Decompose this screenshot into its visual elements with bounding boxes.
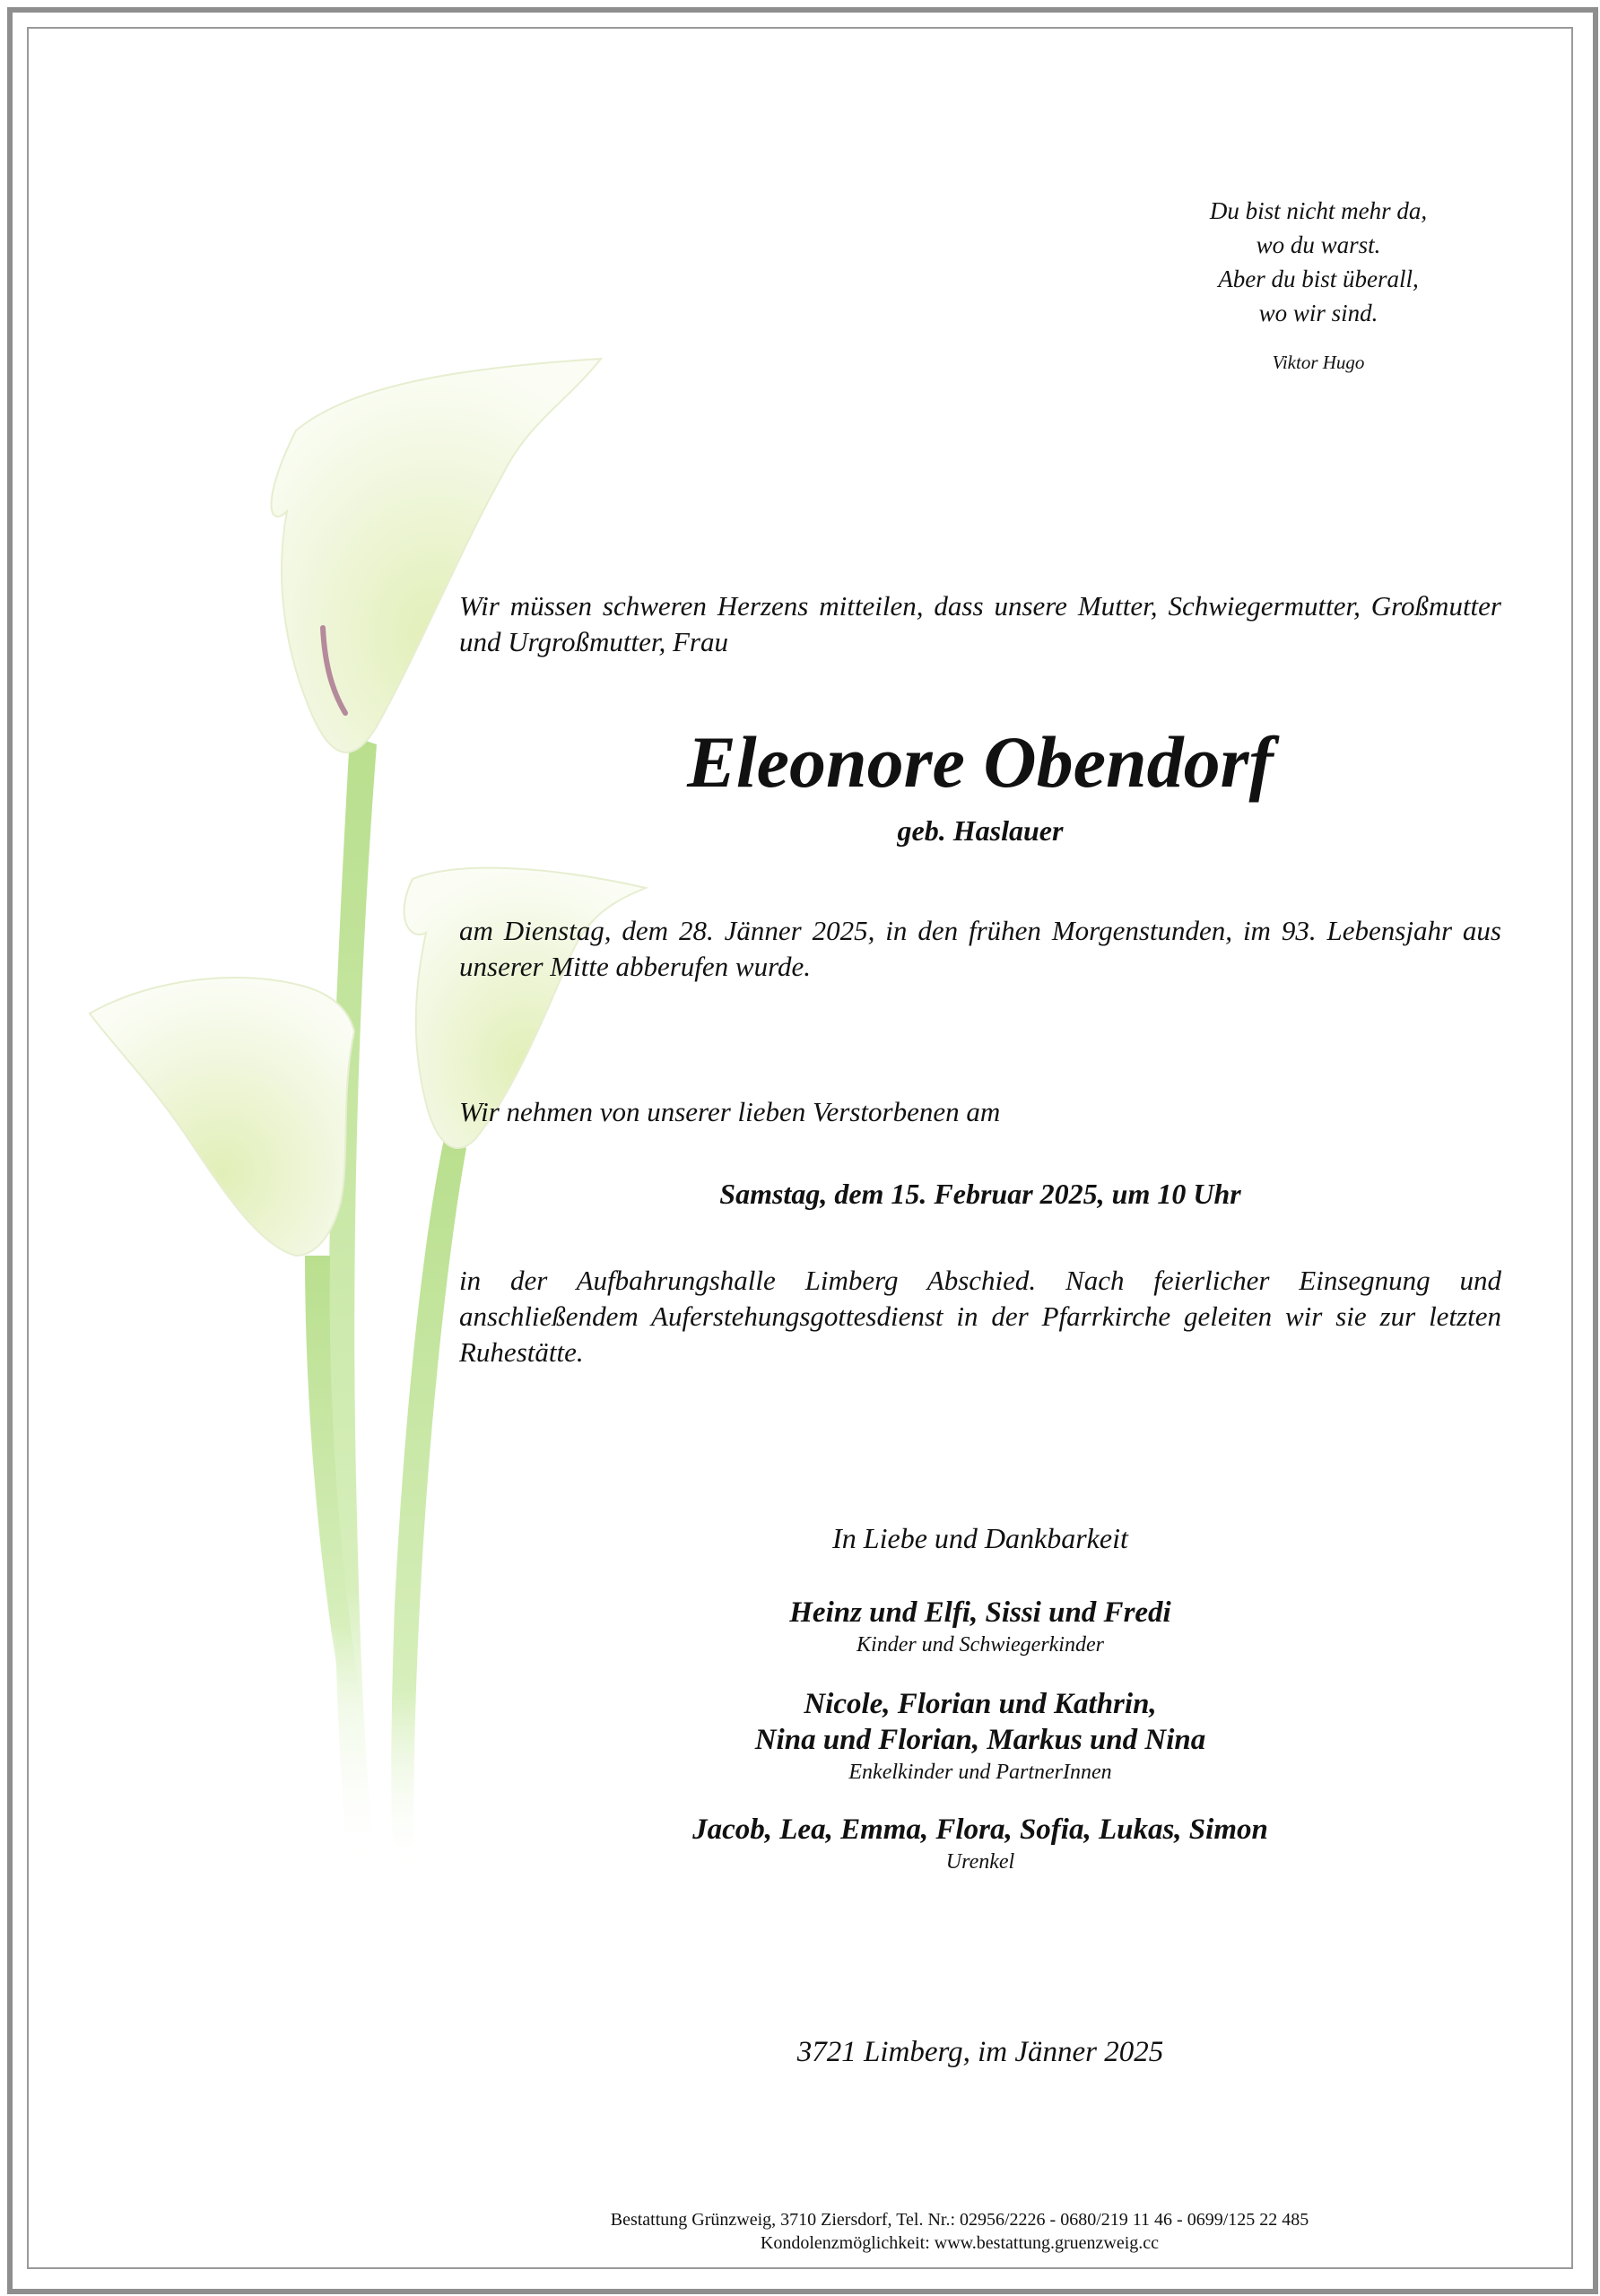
deceased-name: Eleonore Obendorf <box>687 721 1274 803</box>
children-role: Kinder und Schwiegerkinder <box>857 1633 1104 1657</box>
intro-text: Wir müssen schweren Herzens mitteilen, dass unsere Mutter, Schwiegermutter, Großmutter und Urgroßmutter, Frau <box>459 590 1501 657</box>
footer <box>359 2208 1561 2255</box>
quote <box>1103 194 1534 330</box>
footer-condolence-link[interactable]: Kondolenzmöglichkeit: www.bestattung.gruenzweig.cc <box>760 2233 1160 2253</box>
family-group-great-grandchildren <box>459 1812 1501 1876</box>
grandchildren-names: Nina und Florian, Markus und Nina <box>754 1724 1206 1756</box>
grandchildren-role: Enkelkinder und PartnerInnen <box>848 1761 1112 1784</box>
children-names: Heinz und Elfi, Sissi und Fredi <box>789 1596 1171 1629</box>
stem-right <box>391 1139 466 1874</box>
family-group-children <box>459 1595 1501 1659</box>
great-grandchildren-role: Urenkel <box>945 1850 1015 1874</box>
quote-author: Viktor Hugo <box>1272 352 1365 373</box>
quote-line: wo du warst. <box>1256 231 1381 258</box>
maiden-name: geb. Haslauer <box>897 814 1064 847</box>
quote-line: wo wir sind. <box>1258 300 1378 326</box>
closing-phrase: In Liebe und Dankbarkeit <box>832 1522 1128 1554</box>
footer-contact: Bestattung Grünzweig, 3710 Ziersdorf, Tel. Nr.: 02956/2226 - 0680/219 11 46 - 0699/125 22 485 <box>610 2210 1309 2230</box>
quote-line: Aber du bist überall, <box>1218 265 1419 292</box>
death-notice: am Dienstag, dem 28. Jänner 2025, in den frühen Morgenstunden, im 93. Lebensjahr aus unserer Mitte abberufen wurde. <box>459 915 1501 982</box>
petal-left <box>90 978 354 1256</box>
ceremony-text: in der Aufbahrungshalle Limberg Abschied. Nach feierlicher Einsegnung und anschließendem Auferstehungsgottesdienst in der Pfarrkirche geleiten wir sie zur letzten Ruhestätte. <box>459 1265 1501 1368</box>
place-date: 3721 Limberg, im Jänner 2025 <box>796 2036 1164 2068</box>
family-group-grandchildren <box>459 1686 1501 1787</box>
grandchildren-names: Nicole, Florian und Kathrin, <box>804 1688 1157 1720</box>
great-grandchildren-names: Jacob, Lea, Emma, Flora, Sofia, Lukas, Simon <box>692 1813 1268 1846</box>
petal-top <box>272 359 602 752</box>
funeral-date: Samstag, dem 15. Februar 2025, um 10 Uhr <box>719 1178 1241 1210</box>
quote-line: Du bist nicht mehr da, <box>1209 197 1428 224</box>
farewell-intro: Wir nehmen von unserer lieben Verstorbenen am <box>459 1096 1001 1127</box>
